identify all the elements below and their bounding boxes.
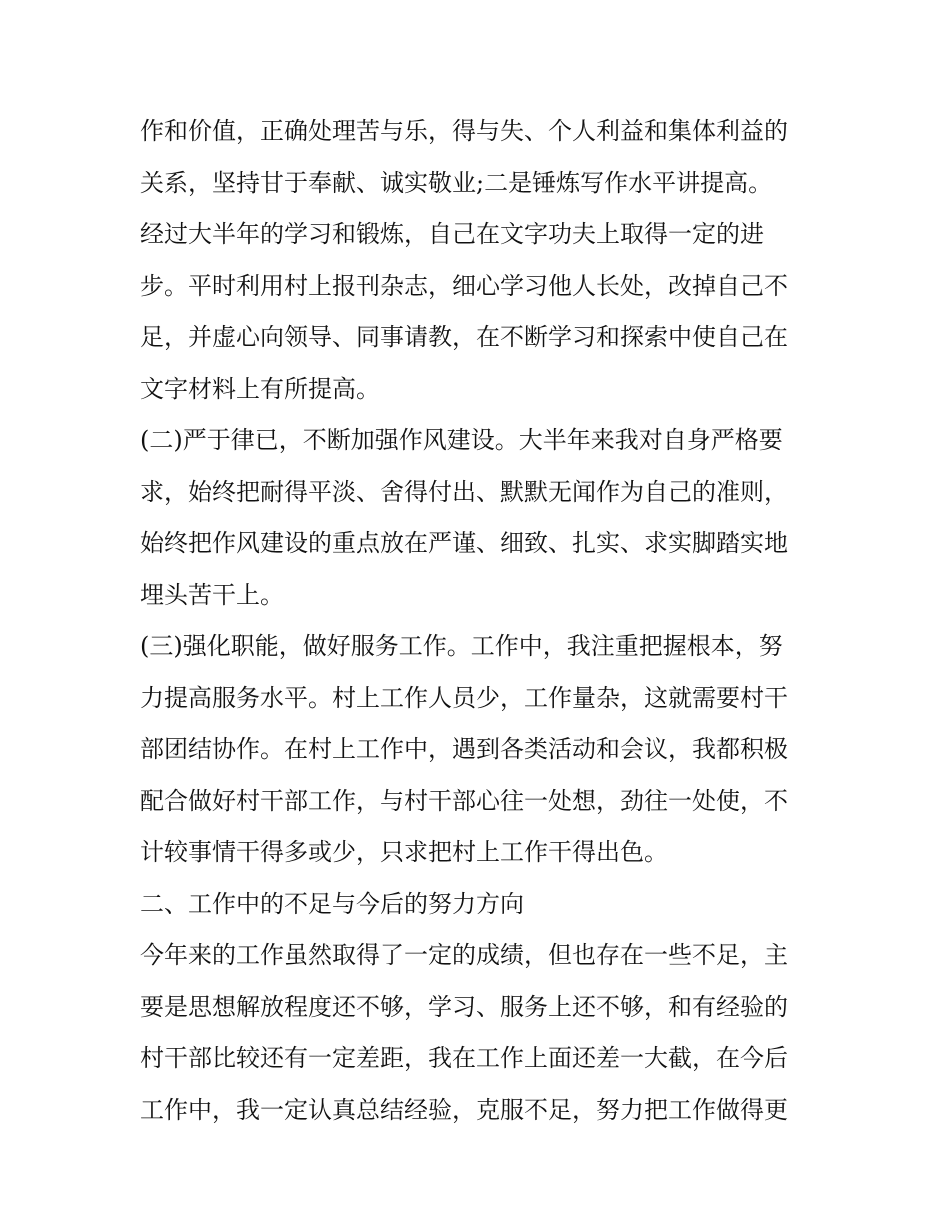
text-line: 经过大半年的学习和锻炼，自己在文字功夫上取得一定的进 (140, 220, 764, 248)
text-line: 配合做好村干部工作，与村干部心往一处想，劲往一处使，不 (140, 786, 788, 815)
text-line: 作和价值，正确处理苦与乐，得与失、个人利益和集体利益的 (140, 117, 788, 145)
text-line: 足，并虚心向领导、同事请教，在不断学习和探索中使自己在 (140, 323, 788, 351)
text-line: 今年来的工作虽然取得了一定的成绩，但也存在一些不足，主 (140, 941, 788, 969)
text-line: (三)强化职能，做好服务工作。工作中，我注重把握根本，努 (140, 632, 783, 660)
text-line: 求，始终把耐得平淡、舍得付出、默默无闻作为自己的准则， (140, 477, 788, 506)
text-line: 始终把作风建设的重点放在严谨、细致、扎实、求实脚踏实地 (140, 529, 788, 557)
text-line: (二)严于律已，不断加强作风建设。大半年来我对自身严格要 (140, 426, 783, 454)
text-line: 步。平时利用村上报刊杂志，细心学习他人长处，改掉自己不 (140, 271, 788, 300)
text-line: 文字材料上有所提高。 (140, 374, 380, 403)
section-heading: 二、工作中的不足与今后的努力方向 (140, 889, 524, 918)
text-line: 村干部比较还有一定差距，我在工作上面还差一大截，在今后 (140, 1044, 788, 1072)
text-line: 部团结协作。在村上工作中，遇到各类活动和会议，我都积极 (140, 735, 788, 763)
text-line: 关系，坚持甘于奉献、诚实敬业;二是锤炼写作水平讲提高。 (140, 168, 773, 197)
text-line: 埋头苦干上。 (140, 580, 284, 609)
text-line: 计较事情干得多或少，只求把村上工作干得出色。 (140, 838, 668, 866)
text-line: 工作中，我一定认真总结经验，克服不足，努力把工作做得更 (140, 1095, 788, 1124)
text-line: 要是思想解放程度还不够，学习、服务上还不够，和有经验的 (140, 992, 788, 1021)
document-body (140, 106, 820, 1136)
text-line: 力提高服务水平。村上工作人员少，工作量杂，这就需要村干 (140, 683, 788, 712)
